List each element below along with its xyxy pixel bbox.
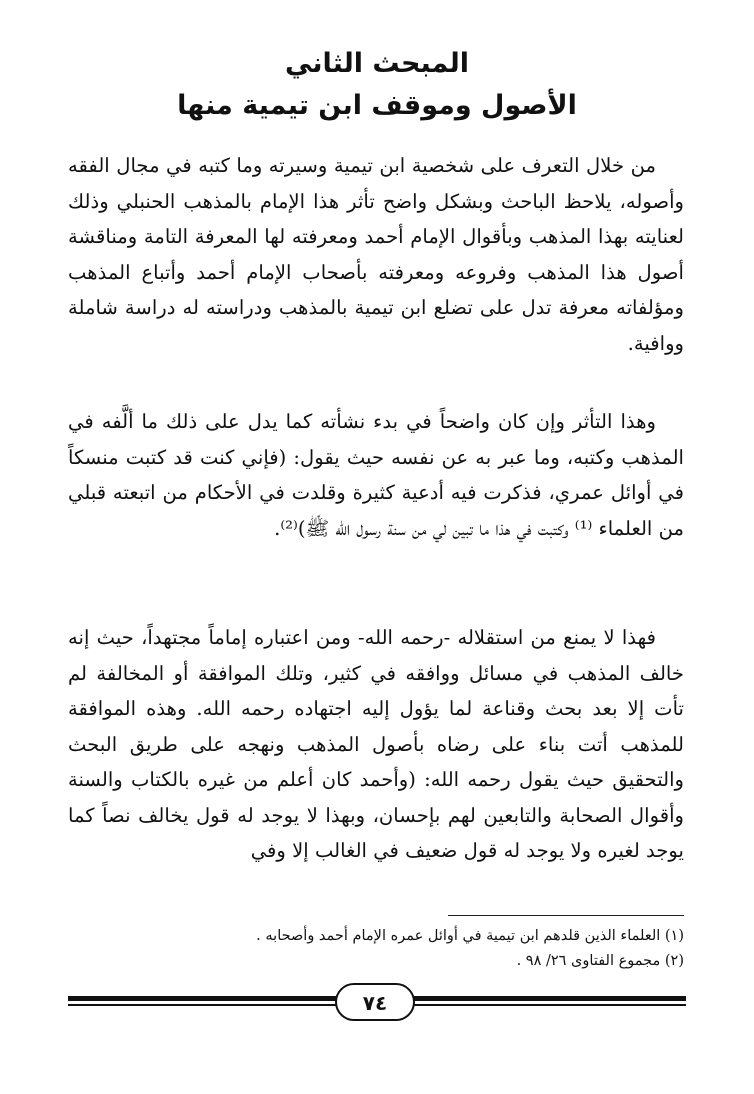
section-title: المبحث الثاني — [285, 48, 469, 79]
paragraph-text: فهذا لا يمنع من استقلاله -رحمه الله- ومن اعتباره إماماً مجتهداً، حيث إنه خالف المذهب في مسائل ووافقه في كثير، وتلك الموافقة أو المخالفة لم تأت إلا بعد بحث وقناعة لما يؤول إليه اجتهاده رحمه الله. وهذه الموافقة للمذهب أتت بناء على رضاه بأصول المذهب ونهجه على طريق البحث والتحقيق حيث يقول رحمه الله: (وأحمد كان أعلم من غيره بالكتاب والسنة وأقوال الصحابة والتابعين لهم بإحسان، وبهذا لا يوجد له قول يخالف نصاً كما يوجد لغيره ولا يوجد له قول ضعيف في الغالب إلا وفي — [68, 626, 684, 862]
footnote-1: (١) العلماء الذين قلدهم ابن تيمية في أوائل عمره الإمام أحمد وأصحابه . — [256, 928, 684, 944]
footnote-divider — [448, 915, 684, 916]
paragraph-text: من خلال التعرف على شخصية ابن تيمية وسيرته وما كتبه في مجال الفقه وأصوله، يلاحظ الباحث وبشكل واضح تأثر هذا الإمام بالمذهب الحنبلي وذلك لعنايته بهذا المذهب وبأقوال الإمام أحمد ومعرفته لها المعرفة التامة ومناقشة أصول هذا المذهب وفروعه ومعرفته بأصحاب الإمام أحمد وأتباع المذهب ومؤلفاته معرفة تدل على تضلع ابن تيمية بالمذهب ودراسته له دراسة شاملة ووافية. — [68, 154, 684, 355]
paragraph-text: وهذا التأثر وإن كان واضحاً في بدء نشأته كما يدل على ذلك ما ألَّفه في المذهب وكتبه، وما عبر به عن نفسه حيث يقول: (فإني كنت قد كتبت منسكاً في أوائل عمري، فذكرت فيه أدعية كثيرة وقلدت في الأحكام من اتبعته قبلي من العلماء ⁽¹⁾ وكتبت في هذا ما تبين لي من سنة رسول الله ﷺ)⁽²⁾. — [68, 410, 684, 540]
paragraph-2 — [68, 404, 684, 546]
paragraph-1 — [68, 148, 684, 361]
page-number: ٧٤ — [335, 983, 415, 1021]
footnotes — [68, 924, 684, 974]
footnote-2: (٢) مجموع الفتاوى ٢٦/ ٩٨ . — [516, 953, 684, 969]
section-subtitle: الأصول وموقف ابن تيمية منها — [177, 90, 577, 121]
paragraph-3 — [68, 620, 684, 869]
